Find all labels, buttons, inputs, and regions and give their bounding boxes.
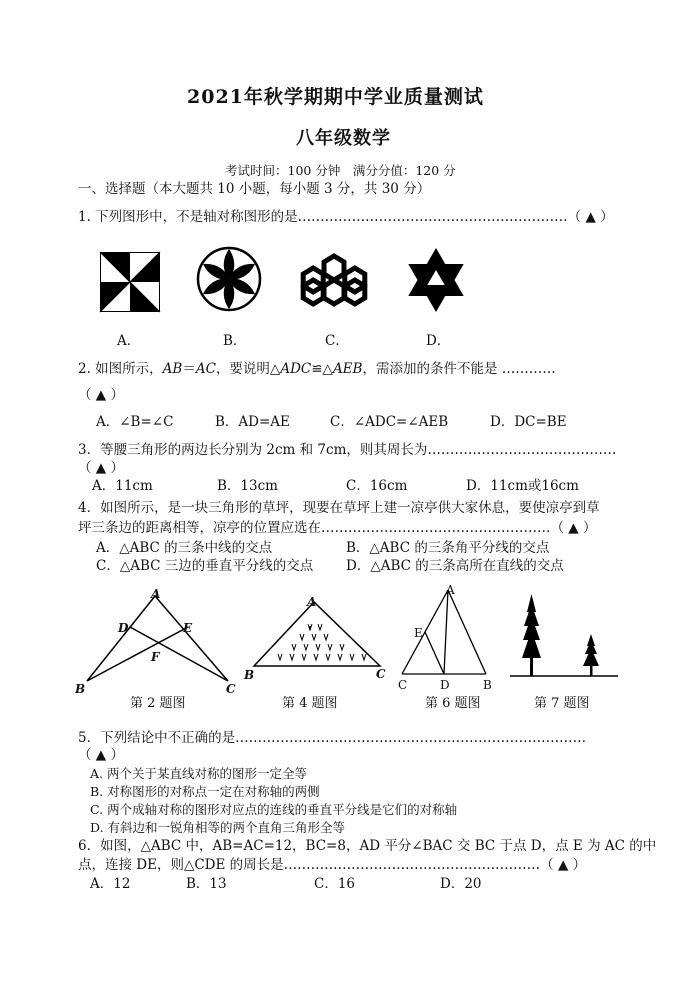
q1-option-d: D． [426, 333, 451, 349]
q3-option-c: C．16cm [346, 478, 408, 494]
figure-q7-trees [510, 590, 620, 680]
q2-aeb: AEB [332, 361, 363, 377]
q6-stem-line1: 6．如图，△ABC 中，AB=AC=12，BC=8，AD 平分∠BAC 交 BC 于点 D，点 E 为 AC 的中 [78, 838, 657, 854]
q3-option-d: D．11cm或16cm [466, 478, 579, 494]
q2-adc: ADC [280, 361, 312, 377]
q6-option-d: D．20 [440, 876, 482, 892]
q1-stem: 1. 下列图形中，不是轴对称图形的是……………………………………………………（ ▲ ） [78, 209, 614, 225]
q3-option-a: A．11cm [92, 478, 153, 494]
q4-option-b: B．△ABC 的三条角平分线的交点 [346, 540, 550, 556]
fig2-label-e: E [183, 621, 193, 635]
q2-stem-part: ，需添加的条件不能是 ………… [362, 361, 556, 377]
fig2-label-d: D [118, 621, 129, 635]
q1-option-b: B． [223, 333, 247, 349]
q6-option-b: B．13 [186, 876, 227, 892]
q2-stem [78, 360, 556, 378]
q2-stem-part: ＝ [182, 361, 196, 377]
fig4-label-b: B [244, 668, 255, 682]
q5-stem: 5．下列结论中不正确的是…………………………………………………………………… [78, 730, 587, 746]
section-heading: 一、选择题（本大题共 10 小题，每小题 3 分，共 30 分） [78, 181, 431, 197]
fig6-label-e: E [414, 626, 423, 640]
six-point-star-figure [406, 247, 466, 313]
q2-ac: AC [195, 361, 216, 377]
q2-stem-part: 2. 如图所示， [78, 361, 163, 377]
q1-option-c: C． [325, 333, 349, 349]
q6-option-c: C．16 [314, 876, 356, 892]
q3-stem: 3．等腰三角形的两边长分别为 2cm 和 7cm，则其周长为…………………………………… [78, 442, 617, 458]
tall-tree [522, 594, 541, 676]
figure-q4-lawn [248, 596, 388, 676]
q3-option-b: B．13cm [217, 478, 278, 494]
fig2-label-c: C [226, 682, 236, 696]
caption-fig6: 第 6 题图 [425, 696, 481, 711]
q5-option-a: A. 两个关于某直线对称的图形一定全等 [90, 766, 307, 781]
q5-option-b: B. 对称图形的对称点一定在对称轴的两侧 [90, 784, 320, 799]
exam-title: 2021年秋学期期中学业质量测试 [187, 86, 484, 108]
exam-info: 考试时间：100 分钟 满分分值：120 分 [225, 163, 456, 178]
q5-option-d: D. 有斜边和一锐角相等的两个直角三角形全等 [90, 820, 346, 835]
figure-q6 [396, 584, 496, 684]
q6-option-a: A．12 [90, 876, 131, 892]
q2-ab: AB [162, 361, 183, 377]
q4-option-c: C．△ABC 三边的垂直平分线的交点 [96, 558, 314, 574]
fig2-label-b: B [75, 682, 86, 696]
caption-fig2: 第 2 题图 [130, 696, 186, 711]
q2-answer-mark: （ ▲ ） [78, 387, 124, 403]
fig4-label-c: C [376, 667, 386, 681]
q5-answer-mark: （ ▲ ） [78, 747, 124, 763]
q4-stem-line1: 4．如图所示，是一块三角形的草坪，现要在草坪上建一凉亭供大家休息，要使凉亭到草 [78, 500, 600, 516]
fig6-label-d: D [440, 678, 450, 692]
q2-option-c: C．∠ADC=∠AEB [330, 414, 449, 430]
q2-option-a: A．∠B=∠C [96, 414, 174, 430]
flower-in-circle-figure [196, 246, 262, 312]
caption-fig4: 第 4 题图 [282, 696, 338, 711]
q2-option-b: B．AD=AE [215, 414, 290, 430]
q4-option-a: A．△ABC 的三条中线的交点 [96, 540, 273, 556]
q1-option-a: A． [117, 333, 141, 349]
q5-option-c: C. 两个成轴对称的图形对应点的连线的垂直平分线是它们的对称轴 [90, 802, 458, 817]
q4-option-d: D．△ABC 的三条高所在直线的交点 [346, 558, 564, 574]
short-tree [583, 634, 599, 676]
q2-stem-part: ，要说明△ [215, 361, 281, 377]
q2-option-d: D．DC=BE [490, 414, 567, 430]
q3-answer-mark: （ ▲ ） [78, 460, 124, 476]
hexagon-ring-figure [298, 244, 370, 316]
fig2-label-f: F [151, 650, 160, 664]
fig2-label-a: A [151, 587, 161, 601]
pinwheel-figure [100, 252, 160, 312]
q4-stem-line2: 坪三条边的距离相等，凉亭的位置应选在……………………………………………（ ▲ ） [78, 520, 597, 536]
fig4-label-a: A [307, 595, 317, 609]
fig6-label-b: B [483, 678, 492, 692]
q2-stem-part: ≌△ [311, 361, 333, 377]
exam-subtitle: 八年级数学 [296, 128, 391, 149]
q6-stem-line2: 点，连接 DE，则△CDE 的周长是…………………………………………………（ ▲ ） [78, 857, 587, 873]
caption-fig7: 第 7 题图 [534, 696, 590, 711]
fig6-label-a: A [446, 583, 455, 597]
fig6-label-c: C [398, 678, 408, 692]
